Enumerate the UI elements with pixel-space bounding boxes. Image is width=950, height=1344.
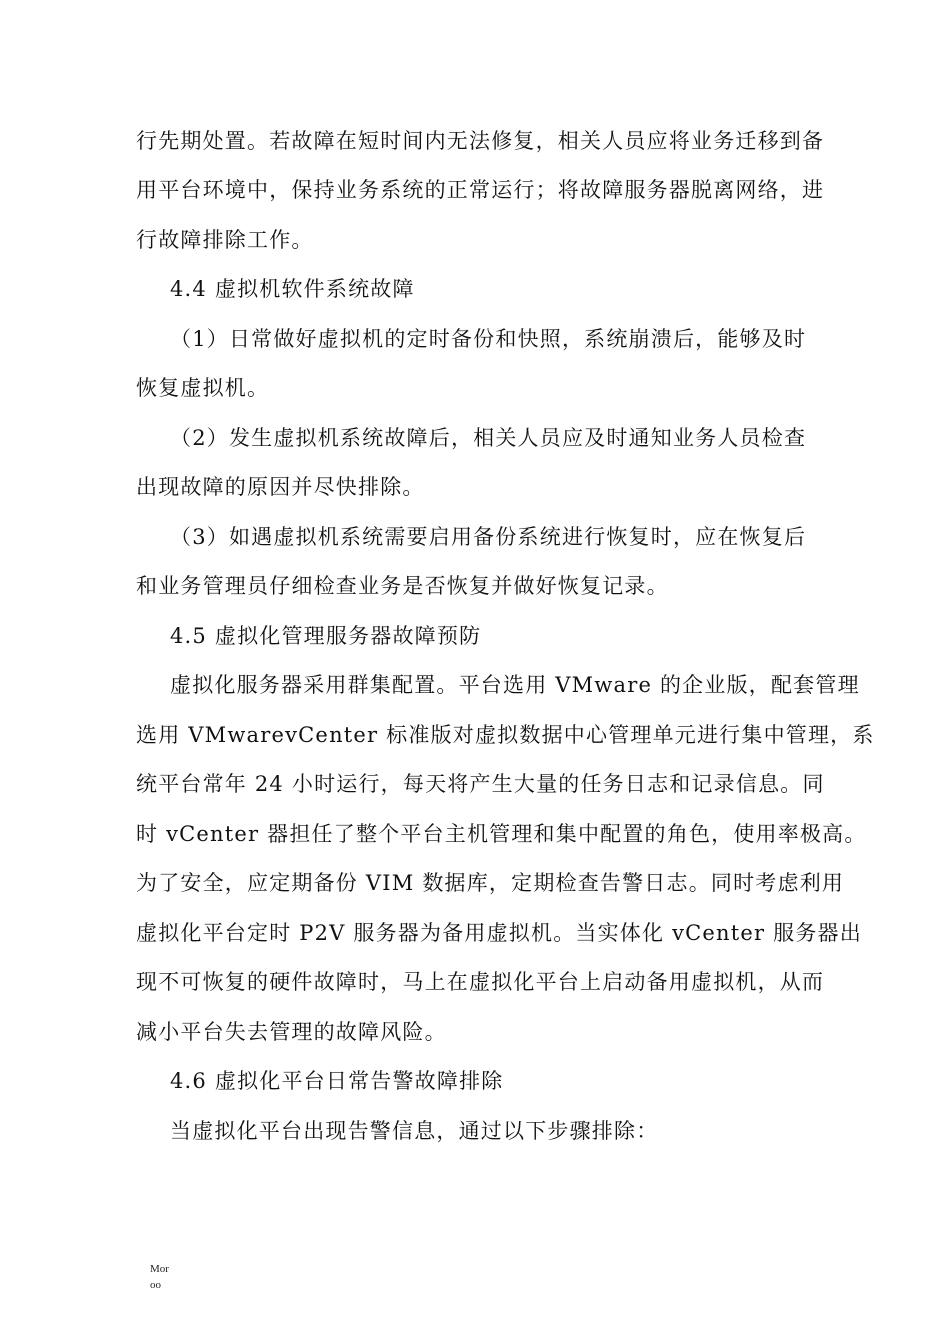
paragraph-line: 恢复虚拟机。 xyxy=(136,376,270,400)
list-item-1: （1）日常做好虚拟机的定时备份和快照，系统崩溃后，能够及时 xyxy=(170,327,807,351)
footer-text: oo xyxy=(150,1279,161,1291)
paragraph-line: 用平台环境中，保持业务系统的正常运行；将故障服务器脱离网络，进 xyxy=(136,178,825,202)
paragraph-line: 为了安全，应定期备份 VIM 数据库，定期检查告警日志。同时考虑利用 xyxy=(136,871,845,895)
footer-text: Mor xyxy=(150,1263,169,1275)
paragraph-line: 出现故障的原因并尽快排除。 xyxy=(136,475,425,499)
paragraph-line: 虚拟化服务器采用群集配置。平台选用 VMware 的企业版，配套管理 xyxy=(170,673,860,697)
paragraph-line: 现不可恢复的硬件故障时，马上在虚拟化平台上启动备用虚拟机，从而 xyxy=(136,970,825,994)
paragraph-line: 行先期处置。若故障在短时间内无法修复，相关人员应将业务迁移到备 xyxy=(136,129,825,153)
paragraph-line: 当虚拟化平台出现告警信息，通过以下步骤排除： xyxy=(170,1119,659,1143)
section-heading-4-4: 4.4 虚拟机软件系统故障 xyxy=(170,277,415,301)
section-heading-4-6: 4.6 虚拟化平台日常告警故障排除 xyxy=(170,1069,504,1093)
paragraph-line: 统平台常年 24 小时运行，每天将产生大量的任务日志和记录信息。同 xyxy=(136,772,825,796)
list-item-3: （3）如遇虚拟机系统需要启用备份系统进行恢复时，应在恢复后 xyxy=(170,525,807,549)
section-heading-4-5: 4.5 虚拟化管理服务器故障预防 xyxy=(170,624,482,648)
paragraph-line: 减小平台失去管理的故障风险。 xyxy=(136,1020,447,1044)
paragraph-line: 行故障排除工作。 xyxy=(136,228,314,252)
paragraph-line: 虚拟化平台定时 P2V 服务器为备用虚拟机。当实体化 vCenter 服务器出 xyxy=(136,921,862,945)
paragraph-line: 和业务管理员仔细检查业务是否恢复并做好恢复记录。 xyxy=(136,574,669,598)
paragraph-line: 时 vCenter 器担任了整个平台主机管理和集中配置的角色，使用率极高。 xyxy=(136,822,867,846)
paragraph-line: 选用 VMwarevCenter 标准版对虚拟数据中心管理单元进行集中管理，系 xyxy=(136,723,875,747)
list-item-2: （2）发生虚拟机系统故障后，相关人员应及时通知业务人员检查 xyxy=(170,426,807,450)
